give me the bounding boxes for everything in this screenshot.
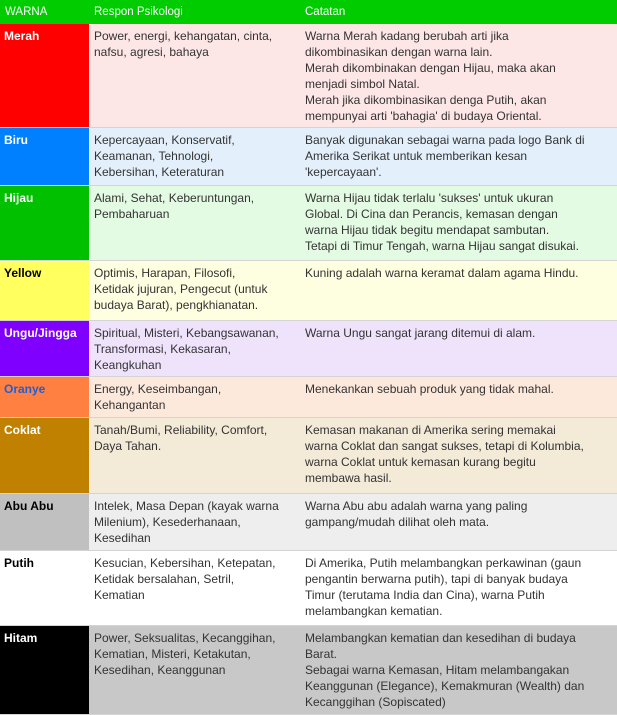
color-name-hijau: Hijau — [0, 186, 89, 261]
note-line: Warna Abu abu adalah warna yang paling — [305, 499, 528, 513]
note-line: Timur (terutama India dan Cina), warna Putih — [305, 588, 545, 602]
response-ungu-jingga — [89, 321, 299, 377]
notes-biru — [299, 128, 617, 186]
notes-oranye — [299, 377, 617, 418]
notes-yellow — [299, 261, 617, 321]
note-line: Warna Hijau tidak terlalu 'sukses' untuk ukuran — [305, 191, 554, 205]
note-line: Sebagai warna Kemasan, Hitam melambangakan — [305, 663, 570, 677]
note-line: Kemasan makanan di Amerika sering memakai — [305, 423, 556, 437]
note-line: Warna Merah kadang berubah arti jika — [305, 29, 509, 43]
note-line: Melambangkan kematian dan kesedihan di budaya — [305, 631, 576, 645]
response-line: Keamanan, Tehnologi, — [94, 149, 214, 163]
color-name-hitam: Hitam — [0, 626, 89, 715]
color-name-coklat: Coklat — [0, 418, 89, 494]
color-name-oranye: Oranye — [0, 377, 89, 418]
notes-ungu-jingga — [299, 321, 617, 377]
note-line: warna Coklat untuk kemasan kurang begitu — [305, 455, 536, 469]
note-line: Merah jika dikombinasikan denga Putih, akan — [305, 93, 547, 107]
color-name-abu-abu: Abu Abu — [0, 494, 89, 551]
note-line: Warna Ungu sangat jarang ditemui di alam. — [305, 326, 536, 340]
response-line: Daya Tahan. — [94, 439, 162, 453]
response-yellow — [89, 261, 299, 321]
response-line: Pembaharuan — [94, 207, 170, 221]
note-line: 'kepercayaan'. — [305, 165, 382, 179]
header-catatan: Catatan — [299, 0, 617, 24]
note-line: mempunyai arti 'bahagia' di budaya Oriental. — [305, 109, 542, 123]
color-name-yellow: Yellow — [0, 261, 89, 321]
response-line: Power, Seksualitas, Kecanggihan, — [94, 631, 276, 645]
response-oranye — [89, 377, 299, 418]
header-respon-psikologi: Respon Psikologi — [89, 0, 299, 24]
response-hijau — [89, 186, 299, 261]
response-line: Kematian — [94, 588, 145, 602]
response-line: Transformasi, Kekasaran, — [94, 342, 231, 356]
response-line: Alami, Sehat, Keberuntungan, — [94, 191, 255, 205]
notes-coklat — [299, 418, 617, 494]
color-name-biru: Biru — [0, 128, 89, 186]
note-line: melambangkan kematian. — [305, 604, 443, 618]
note-line: Barat. — [305, 647, 338, 661]
notes-merah — [299, 24, 617, 128]
response-line: Kematian, Misteri, Ketakutan, — [94, 647, 251, 661]
color-name-ungu-jingga: Ungu/Jingga — [0, 321, 89, 377]
response-line: Kepercayaan, Konservatif, — [94, 133, 235, 147]
note-line: Amerika Serikat untuk memberikan kesan — [305, 149, 528, 163]
color-name-putih: Putih — [0, 551, 89, 626]
notes-putih — [299, 551, 617, 626]
response-line: Ketidak bersalahan, Setril, — [94, 572, 235, 586]
note-line: pengantin berwarna putih), tapi di banyak budaya — [305, 572, 568, 586]
response-line: Kebersihan, Keteraturan — [94, 165, 225, 179]
response-line: Intelek, Masa Depan (kayak warna — [94, 499, 279, 513]
response-putih — [89, 551, 299, 626]
response-line: Spiritual, Misteri, Kebangsawanan, — [94, 326, 279, 340]
response-line: nafsu, agresi, bahaya — [94, 45, 209, 59]
note-line: Banyak digunakan sebagai warna pada logo Bank di — [305, 133, 585, 147]
note-line: menjadi simbol Natal. — [305, 77, 420, 91]
note-line: Kecanggihan (Sopiscated) — [305, 695, 446, 709]
response-line: Kesedihan — [94, 531, 151, 545]
response-merah — [89, 24, 299, 128]
note-line: Merah dikombinakan dengan Hijau, maka akan — [305, 61, 556, 75]
response-line: Keangkuhan — [94, 358, 162, 372]
note-line: dikombinasikan dengan warna lain. — [305, 45, 493, 59]
color-name-merah: Merah — [0, 24, 89, 128]
response-line: Tanah/Bumi, Reliability, Comfort, — [94, 423, 268, 437]
note-line: Menekankan sebuah produk yang tidak mahal. — [305, 382, 554, 396]
response-line: Kesedihan, Keanggunan — [94, 663, 226, 677]
response-line: Optimis, Harapan, Filosofi, — [94, 266, 236, 280]
response-coklat — [89, 418, 299, 494]
note-line: Keanggunan (Elegance), Kemakmuran (Wealth) dan — [305, 679, 585, 693]
note-line: Tetapi di Timur Tengah, warna Hijau sangat disukai. — [305, 239, 579, 253]
response-line: budaya Barat), pengkhianatan. — [94, 298, 259, 312]
note-line: warna Hijau tidak begitu mendapat sambutan. — [305, 223, 550, 237]
notes-hitam — [299, 626, 617, 715]
response-line: Energy, Keseimbangan, — [94, 382, 222, 396]
note-line: membawa hasil. — [305, 471, 392, 485]
note-line: Kuning adalah warna keramat dalam agama Hindu. — [305, 266, 579, 280]
note-line: gampang/mudah dilihat oleh mata. — [305, 515, 490, 529]
response-line: Power, energi, kehangatan, cinta, — [94, 29, 273, 43]
response-line: Ketidak jujuran, Pengecut (untuk — [94, 282, 268, 296]
response-abu-abu — [89, 494, 299, 551]
note-line: warna Coklat dan sangat sukses, tetapi di Kolumbia, — [305, 439, 584, 453]
note-line: Global. Di Cina dan Perancis, kemasan dengan — [305, 207, 558, 221]
response-hitam — [89, 626, 299, 715]
notes-hijau — [299, 186, 617, 261]
note-line: Di Amerika, Putih melambangkan perkawinan (gaun — [305, 556, 582, 570]
response-biru — [89, 128, 299, 186]
response-line: Milenium), Kesederhanaan, — [94, 515, 241, 529]
response-line: Kehangantan — [94, 398, 166, 412]
header-warna: WARNA — [0, 0, 89, 24]
notes-abu-abu — [299, 494, 617, 551]
response-line: Kesucian, Kebersihan, Ketepatan, — [94, 556, 276, 570]
